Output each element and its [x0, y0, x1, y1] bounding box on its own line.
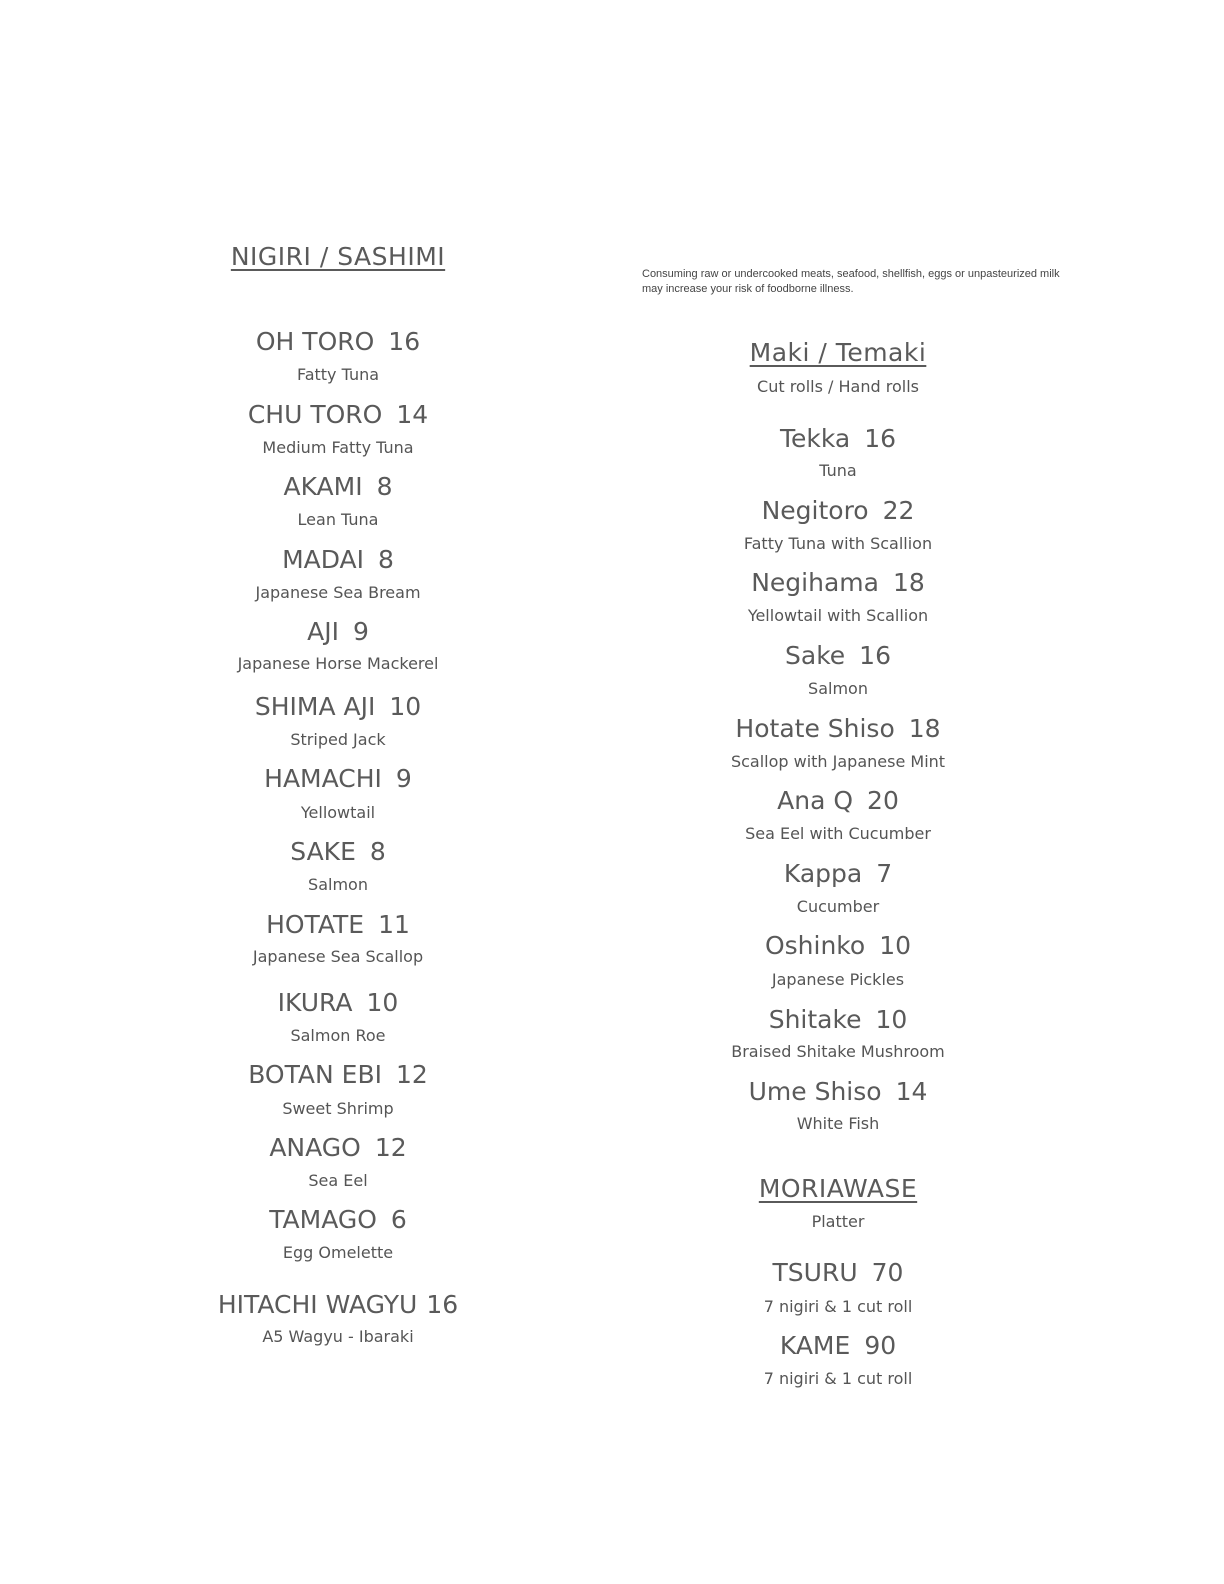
menu-item-name: Shitake 10 [768, 1005, 908, 1034]
menu-item-name: SHIMA AJI 10 [254, 692, 422, 721]
menu-item-description: Japanese Sea Scallop [252, 947, 424, 966]
menu-item-name: TAMAGO 6 [269, 1205, 407, 1234]
menu-item-description: A5 Wagyu - Ibaraki [262, 1327, 414, 1346]
menu-item-price: 7 [876, 859, 893, 888]
menu-item-description: 7 nigiri & 1 cut roll [763, 1297, 913, 1316]
menu-item-price: 10 [389, 692, 422, 721]
menu-item-price: 18 [908, 714, 941, 743]
menu-item-price: 90 [864, 1331, 897, 1360]
maki-temaki-column [638, 0, 1038, 1584]
menu-item-name: AKAMI 8 [283, 472, 393, 501]
menu-item-name: IKURA 10 [277, 988, 399, 1017]
menu-item-description: Medium Fatty Tuna [262, 438, 414, 457]
menu-item-description: Fatty Tuna with Scallion [743, 534, 933, 553]
menu-item-price: 8 [369, 837, 386, 866]
menu-item-name: BOTAN EBI 12 [248, 1060, 428, 1089]
menu-item-name: TSURU 70 [772, 1258, 904, 1287]
menu-item-name: Sake 16 [785, 641, 891, 670]
menu-item-price: 10 [366, 988, 399, 1017]
menu-item-description: 7 nigiri & 1 cut roll [763, 1369, 913, 1388]
menu-item-description: Tuna [819, 461, 857, 480]
menu-item-description: White Fish [796, 1114, 880, 1133]
menu-item-description: Yellowtail with Scallion [747, 606, 929, 625]
menu-item-name: Negihama 18 [751, 568, 925, 597]
menu-item-description: Braised Shitake Mushroom [731, 1042, 945, 1061]
menu-item-name: Ana Q 20 [777, 786, 899, 815]
menu-item-name: Negitoro 22 [761, 496, 915, 525]
menu-item-price: 14 [895, 1077, 928, 1106]
menu-item-description: Egg Omelette [282, 1243, 394, 1262]
menu-item-description: Fatty Tuna [296, 365, 380, 384]
menu-item-description: Lean Tuna [297, 510, 379, 529]
menu-item-price: 16 [859, 641, 891, 670]
maki-temaki-title: Maki / Temaki [749, 338, 927, 367]
menu-item-description: Scallop with Japanese Mint [730, 752, 946, 771]
menu-item-price: 16 [864, 424, 897, 453]
menu-item-name: OH TORO 16 [255, 327, 421, 356]
menu-item-name: CHU TORO 14 [247, 400, 429, 429]
menu-item-name: Oshinko 10 [764, 931, 912, 960]
menu-item-description: Japanese Horse Mackerel [237, 654, 439, 673]
moriawase-subtitle: Platter [811, 1212, 865, 1231]
menu-item-description: Japanese Sea Bream [255, 583, 421, 602]
menu-item-description: Sweet Shrimp [282, 1099, 394, 1118]
disclaimer-line-2: may increase your risk of foodborne illness. [642, 283, 854, 295]
menu-item-description: Sea Eel with Cucumber [745, 824, 931, 843]
menu-item-name: ANAGO 12 [269, 1133, 407, 1162]
menu-item-price: 22 [882, 496, 915, 525]
menu-item-description: Sea Eel [308, 1171, 368, 1190]
menu-item-price: 16 [388, 327, 421, 356]
menu-item-name: MADAI 8 [282, 545, 394, 574]
maki-temaki-subtitle: Cut rolls / Hand rolls [757, 377, 919, 396]
nigiri-sashimi-title: NIGIRI / SASHIMI [230, 242, 446, 271]
menu-item-description: Striped Jack [290, 730, 386, 749]
menu-item-description: Salmon Roe [290, 1026, 386, 1045]
menu-item-name: HOTATE 11 [266, 910, 410, 939]
menu-item-price: 8 [376, 472, 393, 501]
menu-item-price: 18 [892, 568, 925, 597]
menu-item-name: Kappa 7 [783, 859, 893, 888]
menu-item-price: 9 [395, 764, 412, 793]
menu-item-name: Ume Shiso 14 [748, 1077, 928, 1106]
menu-item-price: 11 [378, 910, 410, 939]
menu-item-price: 8 [378, 545, 394, 574]
menu-item-description: Yellowtail [300, 803, 376, 822]
menu-item-price: 9 [352, 617, 369, 646]
menu-item-price: 10 [875, 1005, 908, 1034]
menu-item-price: 12 [395, 1060, 428, 1089]
menu-item-name: HITACHI WAGYU 16 [217, 1290, 459, 1319]
menu-item-price: 70 [871, 1258, 904, 1287]
menu-item-price: 6 [390, 1205, 407, 1234]
menu-item-description: Salmon [808, 679, 868, 698]
menu-item-name: SAKE 8 [290, 837, 386, 866]
menu-item-name: HAMACHI 9 [264, 764, 412, 793]
menu-item-name: AJI 9 [307, 617, 369, 646]
menu-item-price: 16 [426, 1290, 459, 1319]
menu-item-name: Hotate Shiso 18 [735, 714, 941, 743]
moriawase-title: MORIAWASE [758, 1174, 918, 1203]
menu-item-price: 20 [867, 786, 899, 815]
nigiri-sashimi-column [138, 0, 538, 1584]
menu-item-price: 10 [879, 931, 912, 960]
menu-item-name: KAME 90 [779, 1331, 897, 1360]
menu-item-description: Salmon [308, 875, 368, 894]
menu-item-price: 12 [374, 1133, 407, 1162]
menu-item-description: Japanese Pickles [771, 970, 905, 989]
menu-item-price: 14 [396, 400, 429, 429]
menu-item-description: Cucumber [796, 897, 880, 916]
menu-item-name: Tekka 16 [779, 424, 897, 453]
disclaimer-line-1: Consuming raw or undercooked meats, seafood, shellfish, eggs or unpasteurized milk [642, 268, 1060, 280]
